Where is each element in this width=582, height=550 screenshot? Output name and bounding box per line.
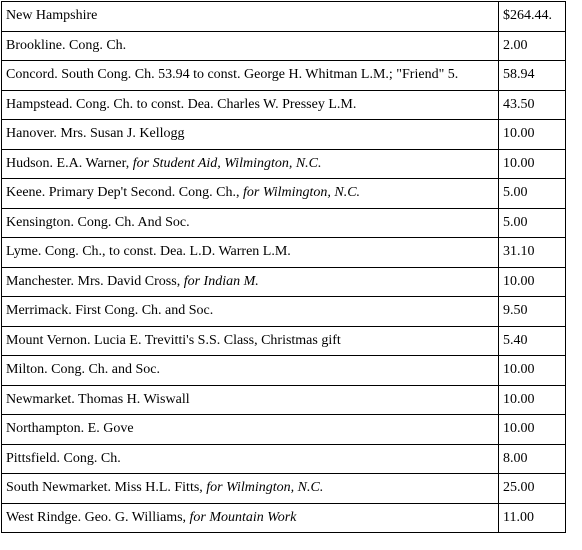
- description-cell: [2, 415, 499, 445]
- table-row: [2, 90, 566, 120]
- table-row: [2, 31, 566, 61]
- contributions-table: [1, 1, 566, 533]
- donor-text: Hudson. E.A. Warner,: [6, 155, 133, 171]
- description-cell: [2, 149, 499, 179]
- table-row: [2, 503, 566, 533]
- description-cell: [2, 120, 499, 150]
- amount-cell: 10.00: [499, 385, 566, 415]
- description-cell: [2, 444, 499, 474]
- designation-text: for Wilmington, N.C.: [206, 480, 324, 496]
- donor-text: Northampton. E. Gove: [6, 421, 134, 437]
- table-row: [2, 415, 566, 445]
- amount-cell: 43.50: [499, 90, 566, 120]
- donor-text: West Rindge. Geo. G. Williams,: [6, 509, 190, 525]
- amount-cell: 8.00: [499, 444, 566, 474]
- donor-text: Milton. Cong. Ch. and Soc.: [6, 362, 161, 378]
- description-cell: [2, 61, 499, 91]
- donor-text: Brookline. Cong. Ch.: [6, 37, 127, 53]
- description-cell: [2, 31, 499, 61]
- table-row: [2, 326, 566, 356]
- amount-cell: 10.00: [499, 415, 566, 445]
- donor-text: Kensington. Cong. Ch. And Soc.: [6, 214, 190, 230]
- description-cell: [2, 297, 499, 327]
- description-cell: [2, 267, 499, 297]
- donor-text: Newmarket. Thomas H. Wiswall: [6, 391, 190, 407]
- amount-cell: 5.00: [499, 208, 566, 238]
- donor-text: Pittsfield. Cong. Ch.: [6, 450, 121, 466]
- donor-text: South Newmarket. Miss H.L. Fitts,: [6, 480, 207, 496]
- donor-text: Concord. South Cong. Ch. 53.94 to const. George H. Whitman L.M.; "Friend" 5.: [6, 67, 459, 83]
- description-cell: [2, 2, 499, 32]
- description-cell: [2, 238, 499, 268]
- table-row: [2, 61, 566, 91]
- table-row: [2, 474, 566, 504]
- description-cell: [2, 385, 499, 415]
- amount-cell: 10.00: [499, 149, 566, 179]
- amount-cell: 11.00: [499, 503, 566, 533]
- table-row: [2, 120, 566, 150]
- amount-cell: 10.00: [499, 120, 566, 150]
- designation-text: for Wilmington, N.C.: [242, 185, 361, 201]
- donor-text: Lyme. Cong. Ch., to const. Dea. L.D. Warren L.M.: [6, 244, 291, 260]
- description-cell: [2, 179, 499, 209]
- donor-text: Keene. Primary Dep't Second. Cong. Ch.,: [6, 185, 243, 201]
- table-row: [2, 267, 566, 297]
- amount-cell: 10.00: [499, 356, 566, 386]
- description-cell: [2, 326, 499, 356]
- table-row: [2, 149, 566, 179]
- amount-cell: 2.00: [499, 31, 566, 61]
- designation-text: for Mountain Work: [189, 509, 297, 525]
- amount-cell: 9.50: [499, 297, 566, 327]
- amount-cell: 25.00: [499, 474, 566, 504]
- donor-text: Manchester. Mrs. David Cross,: [6, 273, 184, 289]
- donor-text: Hanover. Mrs. Susan J. Kellogg: [6, 126, 185, 142]
- table-row: [2, 444, 566, 474]
- amount-cell: 5.00: [499, 179, 566, 209]
- amount-cell: 5.40: [499, 326, 566, 356]
- table-row: [2, 208, 566, 238]
- designation-text: for Student Aid, Wilmington, N.C.: [132, 155, 322, 171]
- description-cell: [2, 90, 499, 120]
- donor-text: Hampstead. Cong. Ch. to const. Dea. Charles W. Pressey L.M.: [6, 96, 357, 112]
- donor-text: Mount Vernon. Lucia E. Trevitti's S.S. Class, Christmas gift: [6, 332, 341, 348]
- amount-cell: $264.44.: [499, 2, 566, 32]
- table-row: [2, 179, 566, 209]
- amount-cell: 10.00: [499, 267, 566, 297]
- table-row: [2, 385, 566, 415]
- table-row: [2, 297, 566, 327]
- table-row: [2, 356, 566, 386]
- donor-text: New Hampshire: [6, 8, 98, 24]
- description-cell: [2, 356, 499, 386]
- amount-cell: 58.94: [499, 61, 566, 91]
- donor-text: Merrimack. First Cong. Ch. and Soc.: [6, 303, 214, 319]
- description-cell: [2, 474, 499, 504]
- table-row: [2, 2, 566, 32]
- amount-cell: 31.10: [499, 238, 566, 268]
- description-cell: [2, 208, 499, 238]
- designation-text: for Indian M.: [183, 273, 259, 289]
- table-row: [2, 238, 566, 268]
- description-cell: [2, 503, 499, 533]
